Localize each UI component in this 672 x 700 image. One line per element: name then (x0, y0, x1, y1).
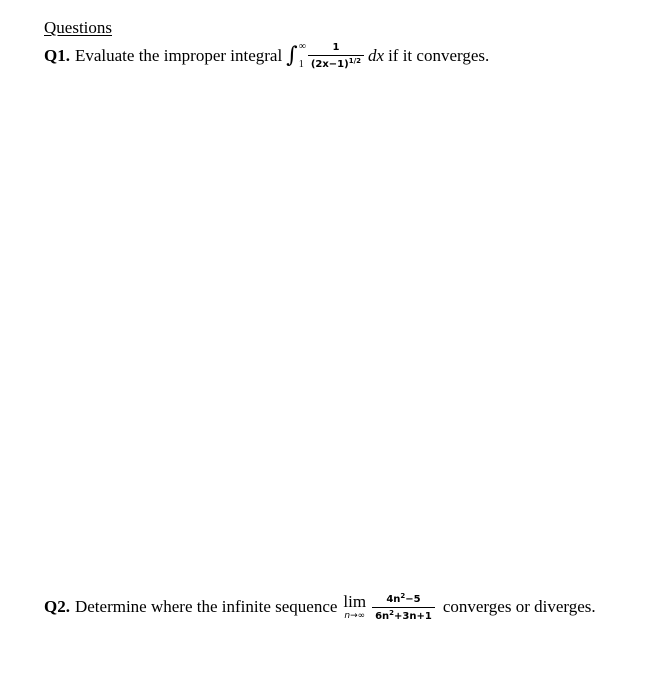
question-2-number: Q2. (44, 597, 70, 616)
numerator-base: 4n (386, 594, 401, 605)
numerator-exponent: 2 (400, 592, 406, 600)
limit-operator (343, 593, 366, 621)
question-2 (44, 592, 596, 622)
integral-upper-limit: ∞ (298, 41, 306, 52)
integral-lower-limit: 1 (298, 59, 304, 70)
question-1 (44, 42, 489, 70)
integrand-denominator (308, 55, 364, 71)
numerator-rest: −5 (405, 594, 421, 605)
integral-sign: ∫ (286, 43, 298, 68)
question-1-lead-text: Evaluate the improper integral (74, 46, 283, 65)
sequence-numerator (383, 592, 423, 607)
integrand-numerator: 1 (332, 42, 340, 53)
limit-subscript: n→∞ (344, 611, 366, 621)
sequence-fraction (372, 592, 435, 622)
question-1-tail-text: if it converges. (388, 46, 490, 65)
integral-differential: dx (368, 46, 385, 65)
question-2-tail-text: converges or diverges. (442, 597, 596, 616)
question-1-number: Q1. (44, 46, 70, 65)
denominator-exponent: 2 (389, 608, 395, 617)
denominator-exponent: 1/2 (348, 56, 362, 65)
question-2-lead-text: Determine where the infinite sequence (74, 597, 338, 616)
integrand-fraction (308, 42, 364, 70)
page-title: Questions (44, 18, 112, 37)
sequence-denominator (372, 607, 435, 623)
denominator-rest: +3n+1 (394, 610, 432, 622)
denominator-base: (2x−1) (310, 58, 349, 70)
denominator-base: 6n (375, 610, 390, 622)
integral-expression (286, 42, 384, 70)
integral-limits (299, 42, 306, 70)
limit-word: lim (343, 592, 367, 611)
